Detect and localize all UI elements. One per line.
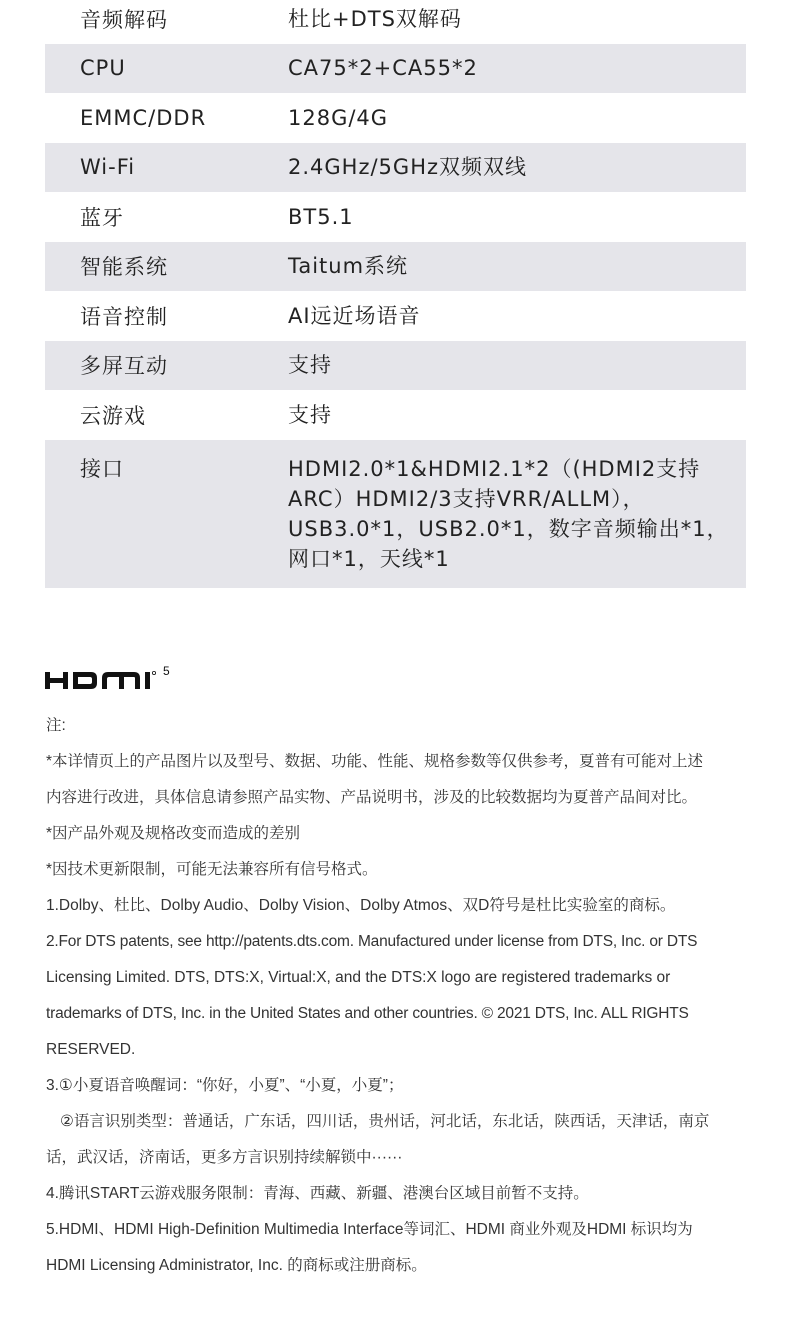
notes-section xyxy=(46,708,766,1284)
hdmi-superscript: 5 xyxy=(163,664,170,678)
note-line: ②语言识别类型：普通话，广东话，四川话，贵州话，河北话，东北话，陕西话，天津话，南京 xyxy=(60,1113,710,1130)
note-line: 3.①小夏语音唤醒词：“你好，小夏”、“小夏，小夏”； xyxy=(46,1077,404,1094)
spec-row-ports xyxy=(45,440,746,588)
spec-value: BT5.1 xyxy=(288,204,354,229)
note-line: 内容进行改进，具体信息请参照产品实物、产品说明书，涉及的比较数据均为夏普产品间对比。 xyxy=(46,789,698,806)
spec-label: CPU xyxy=(80,56,126,81)
spec-value: AI远近场语音 xyxy=(288,303,421,328)
hdmi-logo xyxy=(45,663,185,693)
note-line: *因技术更新限制，可能无法兼容所有信号格式。 xyxy=(46,861,378,878)
note-line: *因产品外观及规格改变而造成的差别 xyxy=(46,825,301,842)
spec-label: 智能系统 xyxy=(80,255,168,280)
note-line: HDMI Licensing Administrator, Inc. 的商标或注册商标。 xyxy=(46,1257,427,1274)
spec-label: EMMC/DDR xyxy=(80,105,207,130)
spec-value: 2.4GHz/5GHz双频双线 xyxy=(288,155,528,180)
note-line: 1.Dolby、杜比、Dolby Audio、Dolby Vision、Dolby Atmos、双D符号是杜比实验室的商标。 xyxy=(46,897,676,914)
spec-label: Wi-Fi xyxy=(80,155,136,180)
note-line: 话，武汉话，济南话，更多方言识别持续解锁中······ xyxy=(46,1149,403,1166)
spec-value: Taitum系统 xyxy=(288,254,409,279)
spec-row-bluetooth xyxy=(45,192,746,242)
spec-row-wifi xyxy=(45,143,746,193)
note-line: RESERVED. xyxy=(46,1041,136,1058)
spec-value: 128G/4G xyxy=(288,105,389,130)
note-line: 4.腾讯START云游戏服务限制：青海、西藏、新疆、港澳台区域目前暂不支持。 xyxy=(46,1185,589,1202)
spec-label: 语音控制 xyxy=(80,304,168,329)
spec-row-memory xyxy=(45,93,746,143)
spec-value: 支持 xyxy=(288,402,332,427)
spec-row-system xyxy=(45,242,746,292)
note-line: Licensing Limited. DTS, DTS:X, Virtual:X, and the DTS:X logo are registered trademarks or xyxy=(46,969,671,986)
note-heading: 注: xyxy=(46,717,66,734)
spec-label: 蓝牙 xyxy=(80,205,124,230)
spec-label: 多屏互动 xyxy=(80,354,168,379)
note-line: 5.HDMI、HDMI High-Definition Multimedia Interface等词汇、HDMI 商业外观及HDMI 标识均为 xyxy=(46,1221,693,1238)
note-line: 2.For DTS patents, see http://patents.dts.com. Manufactured under license from DTS, Inc. or DTS xyxy=(46,933,698,950)
spec-row-multiscreen xyxy=(45,341,746,391)
spec-table xyxy=(45,0,746,588)
spec-label: 接口 xyxy=(80,456,124,481)
spec-value: HDMI2.0*1&HDMI2.1*2（(HDMI2支持 ARC）HDMI2/3支持VRR/ALLM）， USB3.0*1，USB2.0*1，数字音频输出*1， 网口*1，天线*1 xyxy=(288,456,729,571)
note-line: trademarks of DTS, Inc. in the United States and other countries. © 2021 DTS, Inc. ALL RIGHTS xyxy=(46,1005,689,1022)
note-line: *本详情页上的产品图片以及型号、数据、功能、性能、规格参数等仅供参考，夏普有可能对上述 xyxy=(46,753,704,770)
spec-label: 音频解码 xyxy=(80,7,168,32)
spec-row-cloud-gaming xyxy=(45,390,746,440)
spec-value: 杜比+DTS双解码 xyxy=(288,6,462,31)
spec-value: 支持 xyxy=(288,353,332,378)
spec-row-audio xyxy=(45,0,746,44)
spec-row-cpu xyxy=(45,44,746,94)
spec-row-voice xyxy=(45,291,746,341)
spec-label: 云游戏 xyxy=(80,403,146,428)
spec-value: CA75*2+CA55*2 xyxy=(288,56,478,81)
